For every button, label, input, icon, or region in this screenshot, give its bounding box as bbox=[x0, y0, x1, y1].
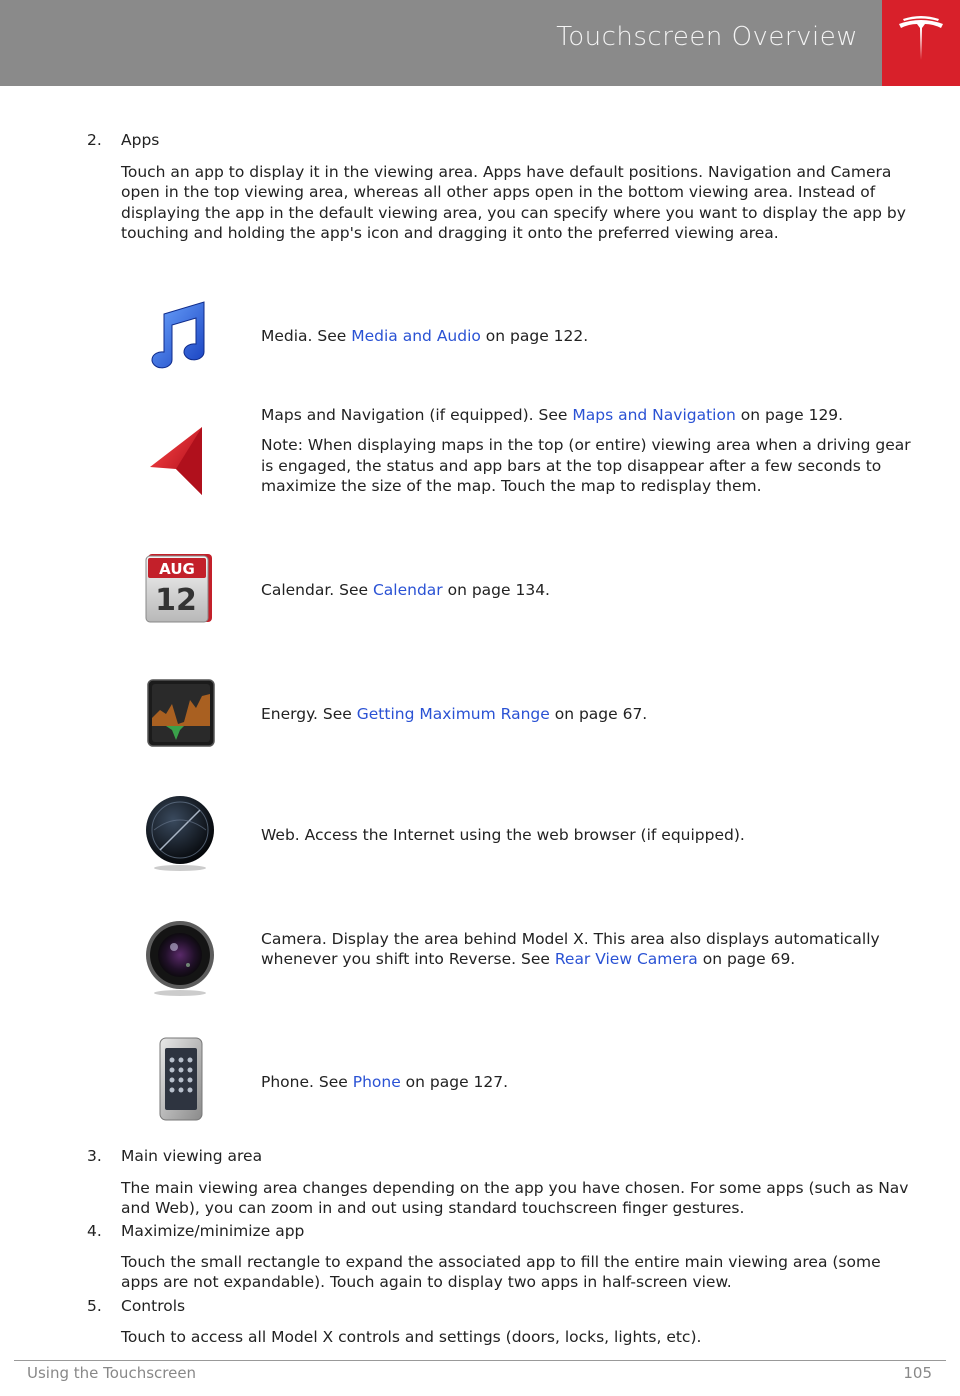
app-desc-web bbox=[261, 825, 921, 845]
calendar-icon bbox=[140, 550, 216, 628]
section-body-apps: Touch an app to display it in the viewing area. Apps have default positions. Navigation and Camera open in the top viewing area, whereas all other apps open in the bottom viewing area. Instead of displaying the app in the default viewing area, you can specify where you want to display the app by touching and holding the app's icon and dragging it onto the preferred viewing area. bbox=[121, 163, 906, 243]
link-getting-maximum-range[interactable]: Getting Maximum Range bbox=[356, 705, 550, 723]
phone-keypad-icon bbox=[140, 1036, 216, 1124]
section-body-controls: Touch to access all Model X controls and settings (doors, locks, lights, etc). bbox=[121, 1328, 702, 1346]
page-title: Touchscreen Overview bbox=[556, 22, 858, 52]
app-desc-web-text: Web. Access the Internet using the web browser (if equipped). bbox=[261, 826, 745, 844]
footer-divider bbox=[14, 1360, 946, 1361]
music-note-icon bbox=[140, 298, 212, 374]
section-body-main-view: The main viewing area changes depending on the app you have chosen. For some apps (such as Nav and Web), you can zoom in and out using standard touchscreen finger gestures. bbox=[121, 1179, 909, 1218]
section-heading-maximize: Maximize/minimize app bbox=[121, 1222, 305, 1240]
app-desc-calendar bbox=[261, 580, 921, 600]
page-header bbox=[0, 0, 960, 86]
section-body-maximize: Touch the small rectangle to expand the associated app to fill the entire main viewing area (some apps are not expandable). Touch again to display two apps in half-screen view. bbox=[121, 1253, 881, 1292]
maps-note: Note: When displaying maps in the top (or entire) viewing area when a driving gear is engaged, the status and app bars at the top disappear after a few seconds to maximize the size of the map. Touch the map to redisplay them. bbox=[261, 436, 911, 496]
link-media-and-audio[interactable]: Media and Audio bbox=[351, 327, 481, 345]
app-desc-calendar-text: Calendar. See bbox=[261, 581, 373, 599]
navigation-arrow-icon bbox=[140, 423, 212, 499]
tesla-logo-icon bbox=[895, 14, 947, 66]
calendar-icon-month: AUG bbox=[159, 560, 195, 578]
section-number-main-view: 3. bbox=[87, 1147, 102, 1165]
globe-icon bbox=[140, 790, 220, 874]
app-desc-maps-text: Maps and Navigation (if equipped). See bbox=[261, 406, 573, 424]
app-desc-energy-text: Energy. See bbox=[261, 705, 357, 723]
link-calendar[interactable]: Calendar bbox=[372, 581, 443, 599]
app-desc-camera-page: on page 69. bbox=[697, 950, 796, 969]
calendar-icon-day: 12 bbox=[155, 583, 197, 618]
footer-section-title: Using the Touchscreen bbox=[27, 1364, 197, 1382]
app-desc-camera bbox=[261, 929, 921, 970]
app-desc-maps bbox=[261, 405, 921, 497]
app-desc-energy-page: on page 67. bbox=[549, 705, 648, 723]
link-maps-and-navigation[interactable]: Maps and Navigation bbox=[572, 406, 736, 424]
section-number-apps: 2. bbox=[87, 131, 102, 149]
link-phone[interactable]: Phone bbox=[352, 1073, 401, 1091]
section-heading-controls: Controls bbox=[121, 1297, 186, 1315]
app-desc-media bbox=[261, 326, 921, 346]
app-desc-media-page: on page 122. bbox=[480, 327, 589, 345]
energy-graph-icon bbox=[140, 674, 216, 752]
app-desc-camera-text: Camera. Display the area behind Model X. This area also displays automatically whenever you shift into Reverse. See bbox=[261, 930, 880, 969]
app-desc-media-text: Media. See bbox=[261, 327, 352, 345]
app-desc-calendar-page: on page 134. bbox=[442, 581, 550, 599]
app-desc-energy bbox=[261, 704, 921, 724]
app-desc-phone-text: Phone. See bbox=[261, 1073, 353, 1091]
section-heading-apps: Apps bbox=[121, 131, 160, 149]
link-rear-view-camera[interactable]: Rear View Camera bbox=[554, 950, 698, 969]
section-heading-main-view: Main viewing area bbox=[121, 1147, 263, 1165]
app-desc-phone bbox=[261, 1072, 921, 1092]
app-desc-maps-page: on page 129. bbox=[735, 406, 844, 424]
tesla-logo bbox=[882, 0, 960, 86]
camera-lens-icon bbox=[140, 915, 220, 999]
section-number-controls: 5. bbox=[87, 1297, 102, 1315]
footer-page-number: 105 bbox=[903, 1364, 932, 1382]
app-desc-phone-page: on page 127. bbox=[400, 1073, 509, 1091]
section-number-maximize: 4. bbox=[87, 1222, 102, 1240]
